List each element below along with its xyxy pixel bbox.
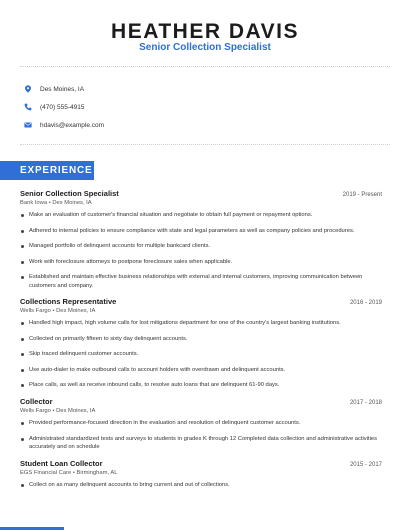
job-dates: 2017 - 2018 (349, 400, 382, 406)
job-dates: 2015 - 2017 (349, 462, 382, 468)
job-bullet: Provided performance-focused direction in the evaluation and resolution of delinquent customer accounts. (20, 419, 382, 428)
job-bullet: Collect on as many delinquent accounts to bring current and out of collections. (20, 481, 382, 490)
job-company: EGS Financial Care (20, 470, 72, 476)
job-bullet: Work with foreclosure attorneys to postpone foreclosure sales when applicable. (20, 258, 382, 267)
contact-phone-text: (470) 555-4915 (40, 103, 85, 111)
candidate-title: Senior Collection Specialist (139, 42, 271, 53)
job-bullet: Established and maintain effective business relationships with external and internal customers, improving communication between customers and company. (20, 273, 382, 290)
contact-divider (20, 144, 390, 145)
candidate-name: HEATHER DAVIS (111, 20, 299, 43)
job-bullet: Managed portfolio of delinquent accounts for multiple bankcard clients. (20, 242, 382, 251)
job-company: Wells Fargo (20, 308, 51, 314)
job-dates: 2016 - 2019 (349, 300, 382, 306)
job-bullets (20, 419, 382, 452)
email-icon (24, 121, 32, 129)
job-company: Wells Fargo (20, 408, 51, 414)
location-pin-icon (24, 85, 32, 93)
contact-email[interactable] (24, 119, 104, 131)
job-bullets (20, 319, 382, 390)
job-company-line (20, 200, 382, 206)
header-divider (20, 66, 390, 67)
job-company-line (20, 308, 382, 314)
job-location: Birmingham, AL (76, 470, 118, 476)
separator-dot: • (52, 408, 57, 414)
job-bullet: Make an evaluation of customer's financial situation and negotiate to obtain full payment or repayment options. (20, 211, 382, 220)
job-bullet: Place calls, as well as receive inbound calls, to resolve auto loans that are delinquent 61-90 days. (20, 381, 382, 390)
job-title: Collections Representative (20, 297, 117, 306)
separator-dot: • (52, 308, 57, 314)
contact-phone (24, 101, 84, 113)
phone-icon (24, 103, 32, 111)
job-bullet: Adhered to internal policies to ensure compliance with state and legal parameters as well as company policies and procedures. (20, 227, 382, 236)
contact-location-text: Des Moines, IA (40, 85, 85, 93)
job-bullet: Skip traced delinquent customer accounts. (20, 350, 382, 359)
contact-location (24, 83, 84, 95)
job-location: Des Moines, IA (52, 200, 92, 206)
job-bullet: Use auto-dialer to make outbound calls to account holders with overdrawn and delinquent accounts. (20, 366, 382, 375)
job-dates: 2019 - Present (342, 192, 382, 198)
job-bullet: Handled high impact, high volume calls for lost mitigations department for one of the country's largest banking institutions. (20, 319, 382, 328)
job-bullet: Administrated standardized tests and surveys to students in grades K through 12 Completed data collection and administrative activities accurately and on schedule (20, 435, 382, 452)
experience-heading: EXPERIENCE (20, 165, 93, 176)
contact-email-text[interactable]: hdavis@example.com (40, 121, 105, 129)
job-company-line (20, 470, 382, 476)
separator-dot: • (72, 470, 77, 476)
job-title: Collector (20, 397, 53, 406)
job-entry (20, 297, 382, 390)
job-bullets (20, 211, 382, 291)
job-bullets (20, 481, 382, 490)
job-title: Student Loan Collector (20, 459, 103, 468)
job-entry (20, 397, 382, 452)
job-location: Des Moines, IA (56, 408, 96, 414)
job-entry (20, 459, 382, 490)
job-company-line (20, 408, 382, 414)
job-company: Bank Iowa (20, 200, 48, 206)
job-location: Des Moines, IA (56, 308, 96, 314)
separator-dot: • (48, 200, 53, 206)
job-title: Senior Collection Specialist (20, 189, 119, 198)
job-entry (20, 189, 382, 291)
job-bullet: Collected on primarily fifteen to sixty day delinquent accounts. (20, 335, 382, 344)
